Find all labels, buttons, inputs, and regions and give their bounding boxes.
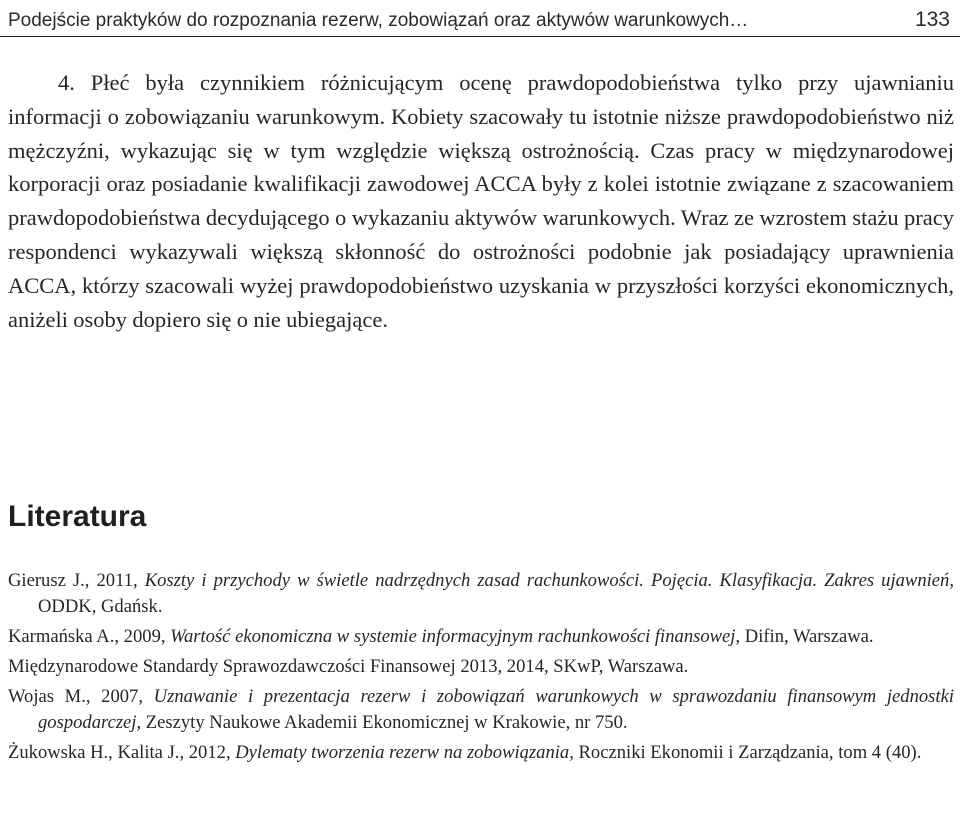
reference-author: Karmańska A. — [8, 626, 115, 647]
reference-pre: , 2012, — [179, 742, 236, 763]
reference-list — [8, 568, 954, 770]
reference-post: Roczniki Ekonomii i Zarządzania, tom 4 (40). — [573, 742, 922, 763]
reference-author: Gierusz J. — [8, 570, 85, 591]
reference-author: Wojas M. — [8, 686, 86, 707]
reference-pre: , 2011, — [84, 570, 145, 591]
reference-item — [8, 654, 954, 680]
reference-title: Dylematy tworzenia rezerw na zobowiązania, — [235, 742, 574, 763]
reference-post: , Zeszyty Naukowe Akademii Ekonomicznej w Krakowie, nr 750. — [136, 712, 628, 733]
reference-author: Żukowska H., Kalita J. — [8, 742, 180, 763]
page-number: 133 — [914, 8, 950, 31]
running-title: Podejście praktyków do rozpoznania rezerw, zobowiązań oraz aktywów warunkowych… — [8, 10, 749, 31]
reference-pre: , 2009, — [114, 626, 171, 647]
section-heading-literatura: Literatura — [8, 500, 147, 533]
reference-post: , Difin, Warszawa. — [735, 626, 874, 647]
reference-title: Koszty i przychody w świetle nadrzędnych zasad rachunkowości. Pojęcia. Klasyfikacja. Zakres ujawnień — [144, 570, 950, 591]
reference-item — [8, 740, 954, 766]
running-header — [8, 2, 954, 32]
reference-pre: , 2007, — [85, 686, 154, 707]
reference-item — [8, 624, 954, 650]
reference-author: Międzynarodowe Standardy Sprawozdawczości Finansowej 2013, 2014, SKwP, Warszawa. — [8, 656, 689, 677]
reference-item — [8, 568, 954, 620]
reference-title: Uznawanie i prezentacja rezerw i zobowiązań warunkowych w sprawozdaniu finansowym jednostki gospodarczej — [38, 686, 955, 733]
reference-post: , ODDK, Gdańsk. — [38, 570, 955, 617]
header-rule — [0, 36, 960, 37]
reference-title: Wartość ekonomiczna w systemie informacyjnym rachunkowości finansowej — [170, 626, 736, 647]
body-paragraph: 4. Płeć była czynnikiem różnicującym ocenę prawdopodobieństwa tylko przy ujawnianiu informacji o zobowiązaniu warunkowym. Kobiety szacowały tu istotnie niższe prawdopodobieństwo niż mężczyźni, wykazując się w tym względzie większą ostrożnością. Czas pracy w międzynarodowej korporacji oraz posiadanie kwalifikacji zawodowej ACCA były z kolei istotnie związane z szacowaniem prawdopodobieństwa decydującego o wykazaniu aktywów warunkowych. Wraz ze wzrostem stażu pracy respondenci wykazywali większą skłonność do ostrożności podobnie jak posiadający uprawnienia ACCA, którzy szacowali wyżej prawdopodobieństwo uzyskania w przyszłości korzyści ekonomicznych, aniżeli osoby dopiero się o nie ubiegające. — [8, 70, 954, 332]
reference-item — [8, 684, 954, 736]
